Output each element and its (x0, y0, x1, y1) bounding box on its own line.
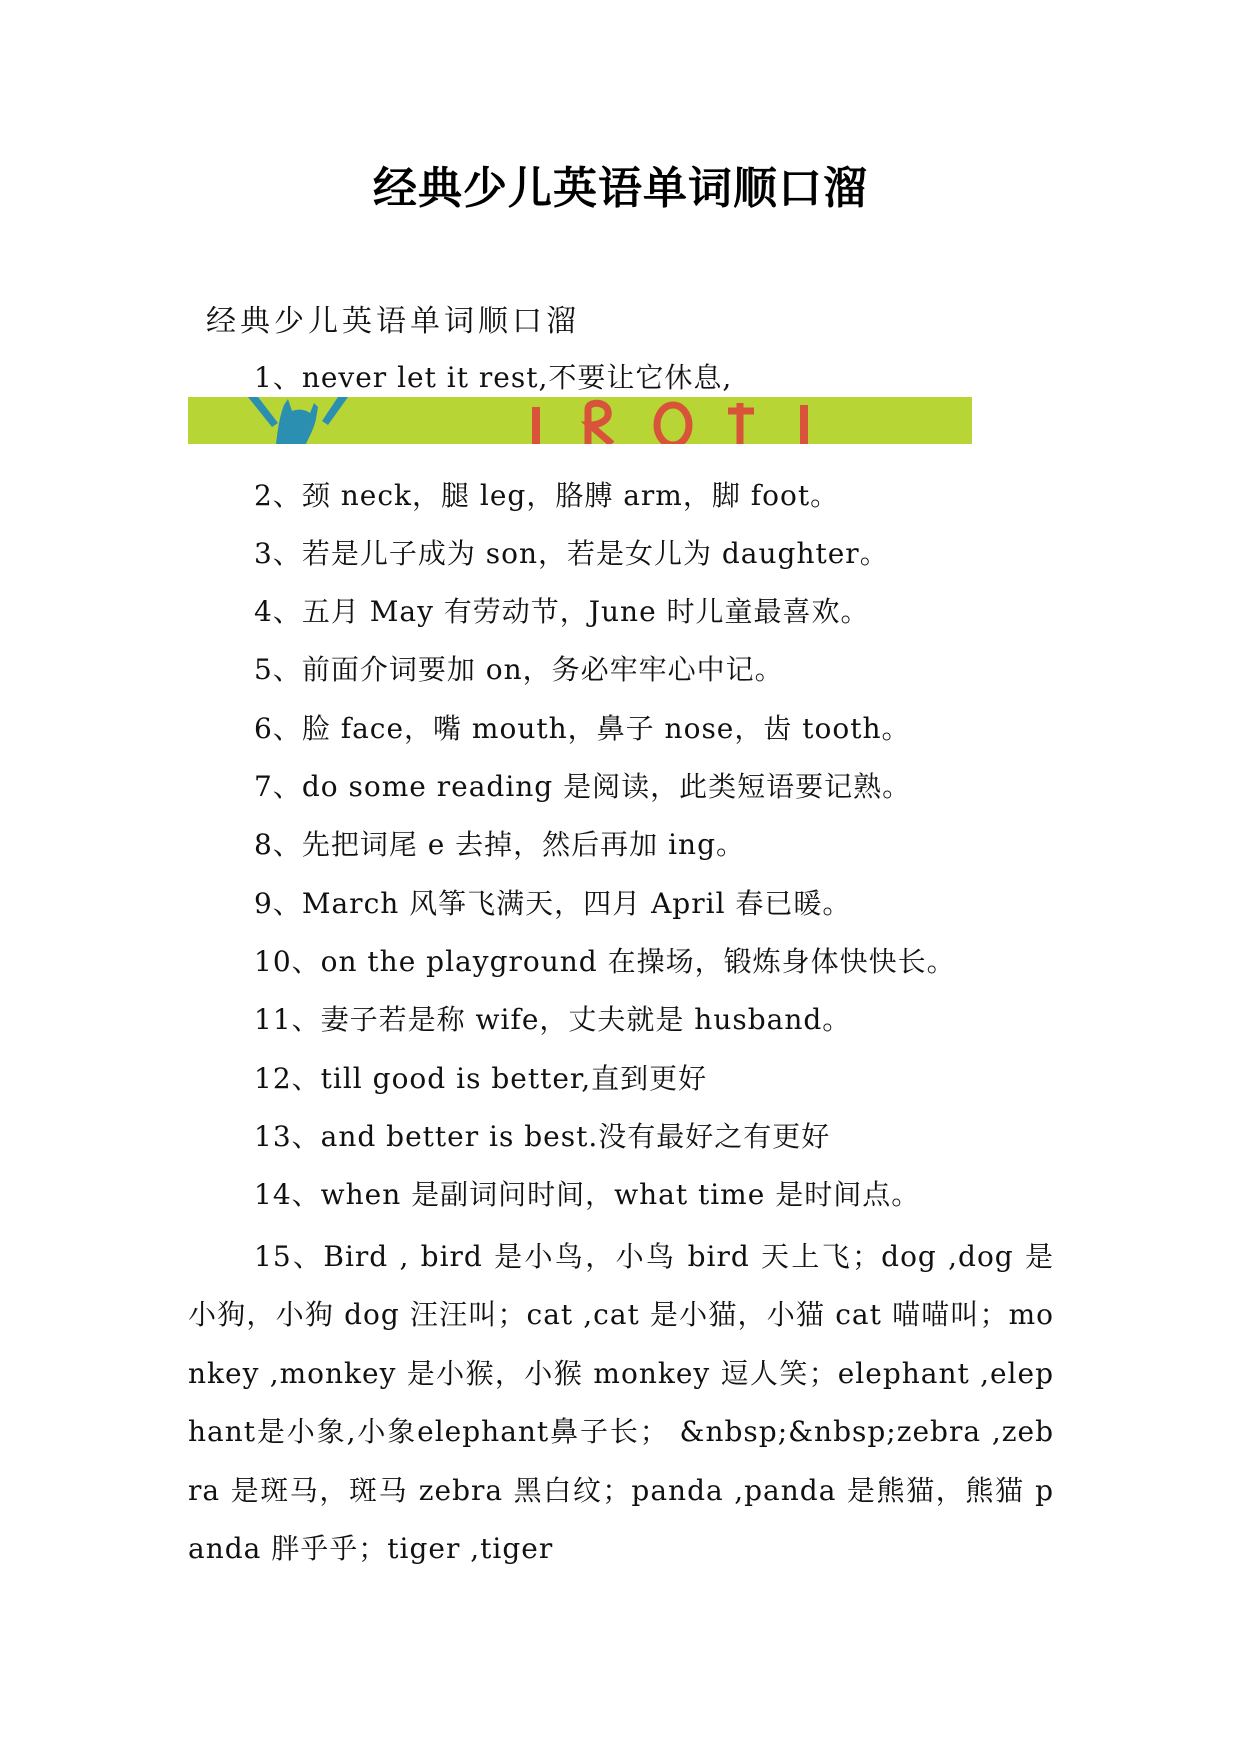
list-item: 10、on the playground 在操场，锻炼身体快快长。 (254, 945, 956, 978)
paragraph-item-15: 15、Bird , bird 是小鸟，小鸟 bird 天上飞；dog ,dog 是小狗，小狗 dog 汪汪叫；cat ,cat 是小猫，小猫 cat 喵喵叫；monkey ,monkey 是小猴，小猴 monkey 逗人笑；elephant ,elephant是小象,小象elephant鼻子长； &nbsp;&nbsp;zebra ,zebra 是斑马，斑马 zebra 黑白纹；panda ,panda 是熊猫，熊猫 panda 胖乎乎；tiger ,tiger (188, 1240, 1054, 1566)
list-item: 14、when 是副词问时间，what time 是时间点。 (254, 1178, 921, 1211)
list-item: 6、脸 face，嘴 mouth，鼻子 nose，齿 tooth。 (254, 712, 911, 745)
list-item: 9、March 风筝飞满天，四月 April 春已暖。 (254, 887, 852, 920)
list-item: 5、前面介词要加 on，务必牢牢心中记。 (254, 653, 784, 686)
list-item: 4、五月 May 有劳动节，June 时儿童最喜欢。 (254, 595, 870, 628)
list-item: 7、do some reading 是阅读，此类短语要记熟。 (254, 770, 912, 803)
list-item: 1、never let it rest,不要让它休息, (254, 361, 733, 394)
list-item: 12、till good is better,直到更好 (254, 1062, 708, 1095)
list-item: 11、妻子若是称 wife，丈夫就是 husband。 (254, 1003, 852, 1036)
list-item: 3、若是儿子成为 son，若是女儿为 daughter。 (254, 537, 889, 570)
list-item: 13、and better is best.没有最好之有更好 (254, 1120, 831, 1153)
decorative-banner-image (188, 397, 972, 444)
list-item: 2、颈 neck，腿 leg，胳膊 arm，脚 foot。 (254, 479, 840, 512)
list-item: 8、先把词尾 e 去掉，然后再加 ing。 (254, 828, 745, 861)
page-title: 经典少儿英语单词顺口溜 (373, 163, 868, 214)
document-subtitle: 经典少儿英语单词顺口溜 (206, 304, 580, 339)
